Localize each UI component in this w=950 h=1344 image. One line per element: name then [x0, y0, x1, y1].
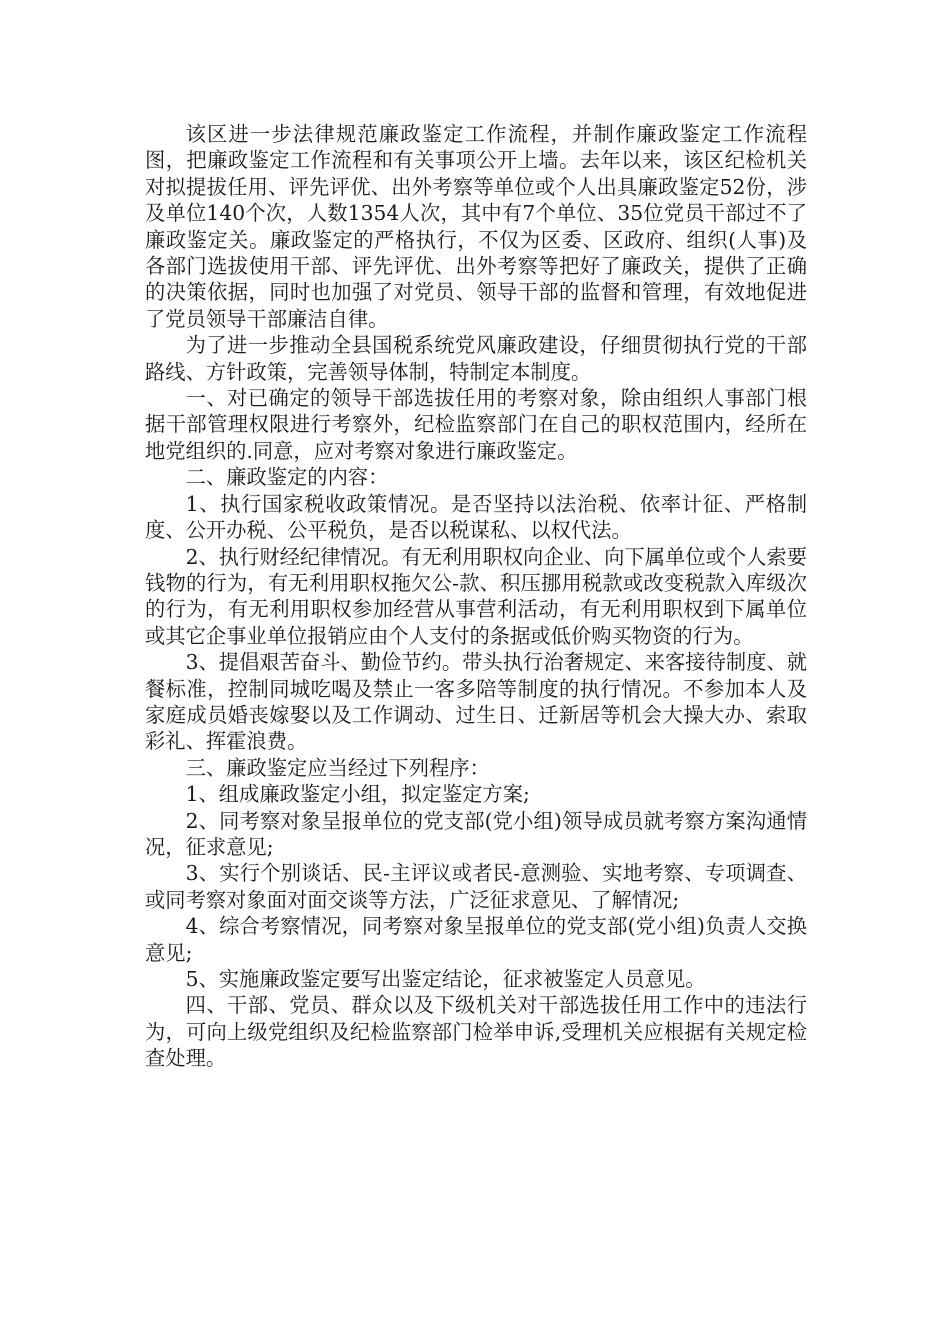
- paragraph: 5、实施廉政鉴定要写出鉴定结论，征求被鉴定人员意见。: [185, 967, 706, 991]
- paragraph: 2、同考察对象呈报单位的党支部(党小组)领导成员就考察方案沟通情况，征求意见;: [145, 808, 807, 859]
- paragraph: 2、执行财经纪律情况。有无利用职权向企业、向下属单位或个人索要钱物的行为，有无利用职权拖欠公-款、积压挪用税款或改变税款入库级次的行为，有无利用职权参加经营从事营利活动，有无利用职权到下属单位或其它企事业单位报销应由个人支付的条据或低价购买物资的行为。: [145, 544, 807, 648]
- paragraph: 一、对已确定的领导干部选拔任用的考察对象，除由组织人事部门根据干部管理权限进行考察外，纪检监察部门在自己的职权范围内，经所在地党组织的.同意，应对考察对象进行廉政鉴定。: [145, 386, 807, 463]
- paragraph: 1、执行国家税收政策情况。是否坚持以法治税、依率计征、严格制度、公开办税、公平税负，是否以税谋私、以权代法。: [145, 491, 807, 543]
- paragraph: 4、综合考察情况，同考察对象呈报单位的党支部(党小组)负责人交换意见;: [145, 914, 807, 965]
- document-body: [145, 121, 807, 1072]
- paragraph: 四、干部、党员、群众以及下级机关对干部选拔任用工作中的违法行为，可向上级党组织及纪检监察部门检举申诉,受理机关应根据有关规定检查处理。: [145, 993, 807, 1071]
- paragraph: 二、廉政鉴定的内容：: [185, 465, 389, 490]
- paragraph: 三、廉政鉴定应当经过下列程序：: [185, 755, 490, 780]
- paragraph: 1、组成廉政鉴定小组，拟定鉴定方案;: [185, 782, 530, 807]
- paragraph: 该区进一步法律规范廉政鉴定工作流程，并制作廉政鉴定工作流程图，把廉政鉴定工作流程和有关事项公开上墙。去年以来，该区纪检机关对拟提拔任用、评先评优、出外考察等单位或个人出具廉政鉴定52份，涉及单位140个次，人数1354人次，其中有7个单位、35位党员干部过不了廉政鉴定关。廉政鉴定的严格执行，不仅为区委、区政府、组织(人事)及各部门选拔使用干部、评先评优、出外考察等把好了廉政关，提供了正确的决策依据，同时也加强了对党员、领导干部的监督和管理，有效地促进了党员领导干部廉洁自律。: [145, 122, 807, 331]
- paragraph: 3、实行个别谈话、民-主评议或者民-意测验、实地考察、专项调查、或同考察对象面对面交谈等方法，广泛征求意见、了解情况;: [145, 861, 807, 912]
- paragraph: 为了进一步推动全县国税系统党风廉政建设，仔细贯彻执行党的干部路线、方针政策，完善领导体制，特制定本制度。: [145, 333, 807, 384]
- paragraph: 3、提倡艰苦奋斗、勤俭节约。带头执行治奢规定、来客接待制度、就餐标准，控制同城吃喝及禁止一客多陪等制度的执行情况。不参加本人及家庭成员婚丧嫁娶以及工作调动、过生日、迁新居等机会大操大办、索取彩礼、挥霍浪费。: [145, 650, 807, 754]
